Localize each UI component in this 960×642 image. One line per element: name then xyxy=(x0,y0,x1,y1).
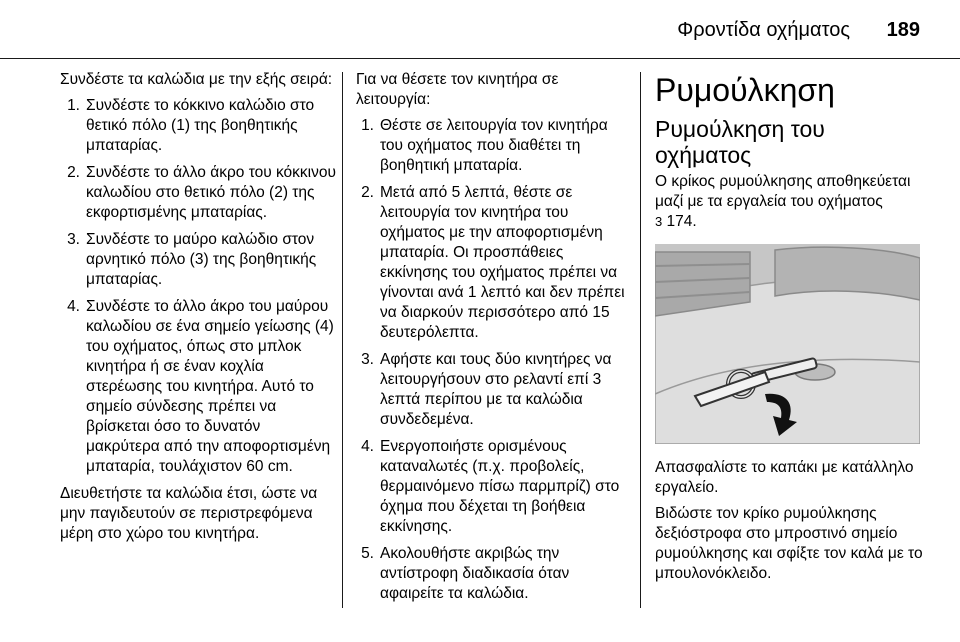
list-item xyxy=(360,350,632,430)
instruction-screw-tow-eye: Βιδώστε τον κρίκο ρυμούλκησης δεξιόστροφα στο μπροστινό σημείο ρυμούλκησης και σφίξτε τον καλά με το μπουλονόκλειδο. xyxy=(655,505,923,582)
step-number: 4. xyxy=(361,438,374,455)
tow-eye-illustration xyxy=(655,244,920,444)
column-2-intro: Για να θέσετε τον κινητήρα σε λειτουργία: xyxy=(356,71,559,108)
column-3 xyxy=(655,70,925,590)
step-text: Συνδέστε το άλλο άκρο του μαύρου καλωδίου σε ένα σημείο γείωσης (4) του οχήματος, όπως στο μπλοκ κινητήρα ή σε έναν κοχλία στερέωσης του κινητήρα. Αυτό το σημείο σύνδεσης πρέπει να βρίσκεται όσο το δυνατόν μακρύτερα από την αποφορτισμένη μπαταρία, τουλάχιστον 60 cm. xyxy=(86,298,334,475)
step-text: Ακολουθήστε ακριβώς την αντίστροφη διαδικασία όταν αφαιρείτε τα καλώδια. xyxy=(380,545,570,602)
page-number: 189 xyxy=(886,19,920,41)
step-number: 1. xyxy=(361,117,374,134)
step-number: 2. xyxy=(67,164,80,181)
step-text: Συνδέστε το μαύρο καλώδιο στον αρνητικό πόλο (3) της βοηθητικής μπαταρίας. xyxy=(86,231,317,288)
tow-eye-illustration-drawing xyxy=(655,244,920,444)
step-number: 5. xyxy=(361,545,374,562)
column-divider-1 xyxy=(342,72,343,608)
header-divider xyxy=(0,58,960,59)
column-1-intro: Συνδέστε τα καλώδια με την εξής σειρά: xyxy=(60,71,333,88)
step-text: Συνδέστε το άλλο άκρο του κόκκινου καλωδίου στο θετικό πόλο (2) της εκφορτισμένης μπαταρίας. xyxy=(86,164,336,221)
step-text: Θέστε σε λειτουργία τον κινητήρα του οχήματος που διαθέτει τη βοηθητική μπαταρία. xyxy=(380,117,608,174)
list-item xyxy=(360,116,632,176)
column-3-intro xyxy=(655,172,925,232)
list-item xyxy=(66,297,336,477)
section-heading: Ρυμούλκηση xyxy=(655,72,835,108)
connection-steps xyxy=(60,96,336,477)
instruction-unlock-cover: Απασφαλίστε το καπάκι με κατάλληλο εργαλείο. xyxy=(655,459,914,496)
page-reference-icon: 3 xyxy=(655,214,663,229)
running-header-title: Φροντίδα οχήματος xyxy=(677,19,850,41)
section-subheading: Ρυμούλκηση του οχήματος xyxy=(655,116,825,168)
list-item xyxy=(66,230,336,290)
intro-text: Ο κρίκος ρυμούλκησης αποθηκεύεται μαζί με τα εργαλεία του οχήματος xyxy=(655,173,911,210)
step-text: Μετά από 5 λεπτά, θέστε σε λειτουργία τον κινητήρα του οχήματος με την αποφορτισμένη μπαταρία. Οι προσπάθειες εκκίνησης του οχήματος πρέπει να γίνονται ανά 1 λεπτό και δεν πρέπει να διαρκούν περισσότερο από 15 δευτερόλεπτα. xyxy=(380,184,625,341)
step-number: 3. xyxy=(361,351,374,368)
list-item xyxy=(360,183,632,343)
step-number: 1. xyxy=(67,97,80,114)
column-divider-2 xyxy=(640,72,641,608)
list-item xyxy=(360,437,632,537)
step-number: 3. xyxy=(67,231,80,248)
column-2 xyxy=(356,70,632,611)
step-number: 2. xyxy=(361,184,374,201)
column-1-outro: Διευθετήστε τα καλώδια έτσι, ώστε να μην παγιδευτούν σε περιστρεφόμενα μέρη στο χώρο του κινητήρα. xyxy=(60,485,318,542)
list-item xyxy=(66,163,336,223)
start-engine-steps xyxy=(356,116,632,604)
page-reference: 174. xyxy=(666,213,697,230)
list-item xyxy=(360,544,632,604)
step-text: Συνδέστε το κόκκινο καλώδιο στο θετικό πόλο (1) της βοηθητικής μπαταρίας. xyxy=(86,97,315,154)
list-item xyxy=(66,96,336,156)
column-1 xyxy=(60,70,336,550)
step-text: Αφήστε και τους δύο κινητήρες να λειτουργήσουν στο ρελαντί επί 3 λεπτά περίπου με τα καλώδια συνδεδεμένα. xyxy=(380,351,612,428)
step-number: 4. xyxy=(67,298,80,315)
page-header xyxy=(0,0,960,50)
step-text: Ενεργοποιήστε ορισμένους καταναλωτές (π.χ. προβολείς, θερμαινόμενο πίσω παρμπρίζ) στο όχημα που δέχεται τη βοήθεια εκκίνησης. xyxy=(380,438,620,535)
